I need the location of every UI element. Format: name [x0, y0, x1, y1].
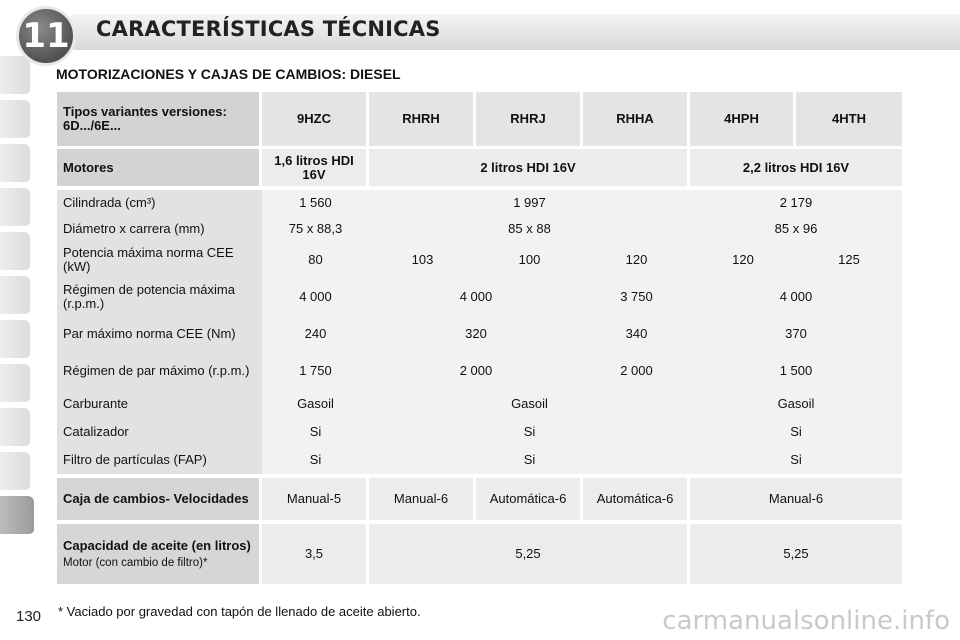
row-label: Potencia máxima norma CEE (kW) — [57, 242, 262, 278]
page-number: 130 — [16, 608, 42, 625]
table-row — [57, 242, 902, 278]
table-cell: 5,25 — [369, 520, 690, 584]
table-row — [57, 216, 902, 242]
table-cell: 1 500 — [690, 352, 902, 390]
table-cell: 320 — [369, 316, 583, 352]
row-label: Diámetro x carrera (mm) — [57, 216, 262, 242]
table-cell: Si — [369, 418, 690, 446]
table-row — [57, 390, 902, 418]
chapter-tab[interactable] — [0, 232, 30, 272]
table-cell: 85 x 96 — [690, 216, 902, 242]
table-cell: 120 — [583, 242, 690, 278]
table-cell: 4 000 — [262, 278, 369, 316]
row-label: Filtro de partículas (FAP) — [57, 446, 262, 474]
table-cell: 370 — [690, 316, 902, 352]
table-cell: Gasoil — [369, 390, 690, 418]
table-row — [57, 186, 902, 216]
row-label: Motores — [57, 146, 262, 186]
table-row — [57, 446, 902, 474]
table-row — [57, 352, 902, 390]
page-header — [0, 0, 960, 56]
section-title: MOTORIZACIONES Y CAJAS DE CAMBIOS: DIESEL — [56, 66, 401, 82]
table-cell: 1,6 litros HDI 16V — [262, 146, 369, 186]
variant-cell: RHRJ — [476, 92, 583, 146]
table-cell: Si — [369, 446, 690, 474]
table-cell: 1 560 — [262, 186, 369, 216]
row-label: Par máximo norma CEE (Nm) — [57, 316, 262, 352]
table-row — [57, 520, 902, 584]
chapter-tab[interactable] — [0, 56, 30, 96]
table-cell: Manual-5 — [262, 474, 369, 520]
oil-capacity-sublabel: Motor (con cambio de filtro)* — [63, 556, 208, 569]
table-cell: 75 x 88,3 — [262, 216, 369, 242]
chapter-tabs — [0, 56, 36, 576]
row-label: Régimen de par máximo (r.p.m.) — [57, 352, 262, 390]
variant-cell: 4HTH — [796, 92, 902, 146]
table-cell: Manual-6 — [690, 474, 902, 520]
specs-table — [57, 92, 902, 584]
chapter-tab[interactable] — [0, 188, 30, 228]
table-cell: 240 — [262, 316, 369, 352]
table-cell: 2 000 — [369, 352, 583, 390]
row-label: Catalizador — [57, 418, 262, 446]
chapter-tab[interactable] — [0, 320, 30, 360]
chapter-tab[interactable] — [0, 452, 30, 492]
chapter-tab[interactable] — [0, 276, 30, 316]
table-cell: Automática-6 — [476, 474, 583, 520]
table-row — [57, 474, 902, 520]
table-cell: 4 000 — [690, 278, 902, 316]
chapter-tab[interactable] — [0, 364, 30, 404]
table-row — [57, 278, 902, 316]
table-cell: Si — [690, 418, 902, 446]
chapter-tab-active[interactable] — [0, 496, 34, 536]
variant-cell: RHHA — [583, 92, 690, 146]
table-cell: 340 — [583, 316, 690, 352]
table-cell: 2 179 — [690, 186, 902, 216]
chapter-tab[interactable] — [0, 100, 30, 140]
table-cell: 2 litros HDI 16V — [369, 146, 690, 186]
oil-capacity-label: Capacidad de aceite (en litros) — [63, 537, 251, 553]
table-cell: 125 — [796, 242, 902, 278]
watermark: carmanualsonline.info — [662, 606, 950, 636]
variant-cell: 9HZC — [262, 92, 369, 146]
table-cell: 5,25 — [690, 520, 902, 584]
table-cell: Manual-6 — [369, 474, 476, 520]
table-cell: 120 — [690, 242, 796, 278]
table-cell: 1 997 — [369, 186, 690, 216]
table-cell: 103 — [369, 242, 476, 278]
table-cell: Si — [262, 418, 369, 446]
table-cell: 4 000 — [369, 278, 583, 316]
row-label: Régimen de potencia máxima (r.p.m.) — [57, 278, 262, 316]
table-cell: 80 — [262, 242, 369, 278]
row-label: Carburante — [57, 390, 262, 418]
table-cell: Si — [690, 446, 902, 474]
page-title: CARACTERÍSTICAS TÉCNICAS — [96, 17, 441, 41]
chapter-number-badge: 11 — [16, 6, 76, 66]
table-cell: Gasoil — [262, 390, 369, 418]
table-cell: 1 750 — [262, 352, 369, 390]
table-cell: 85 x 88 — [369, 216, 690, 242]
table-cell: Gasoil — [690, 390, 902, 418]
row-label: Tipos variantes versiones: 6D.../6E... — [57, 92, 262, 146]
footnote: * Vaciado por gravedad con tapón de llenado de aceite abierto. — [58, 604, 421, 619]
table-row — [57, 92, 902, 146]
table-cell: 3,5 — [262, 520, 369, 584]
table-row — [57, 316, 902, 352]
row-label — [57, 520, 262, 584]
chapter-tab[interactable] — [0, 408, 30, 448]
table-cell: 3 750 — [583, 278, 690, 316]
table-row — [57, 146, 902, 186]
table-row — [57, 418, 902, 446]
table-cell: 2 000 — [583, 352, 690, 390]
variant-cell: 4HPH — [690, 92, 796, 146]
chapter-tab[interactable] — [0, 144, 30, 184]
table-cell: 2,2 litros HDI 16V — [690, 146, 902, 186]
row-label: Caja de cambios- Velocidades — [57, 474, 262, 520]
table-cell: 100 — [476, 242, 583, 278]
table-cell: Automática-6 — [583, 474, 690, 520]
row-label: Cilindrada (cm³) — [57, 186, 262, 216]
table-cell: Si — [262, 446, 369, 474]
variant-cell: RHRH — [369, 92, 476, 146]
